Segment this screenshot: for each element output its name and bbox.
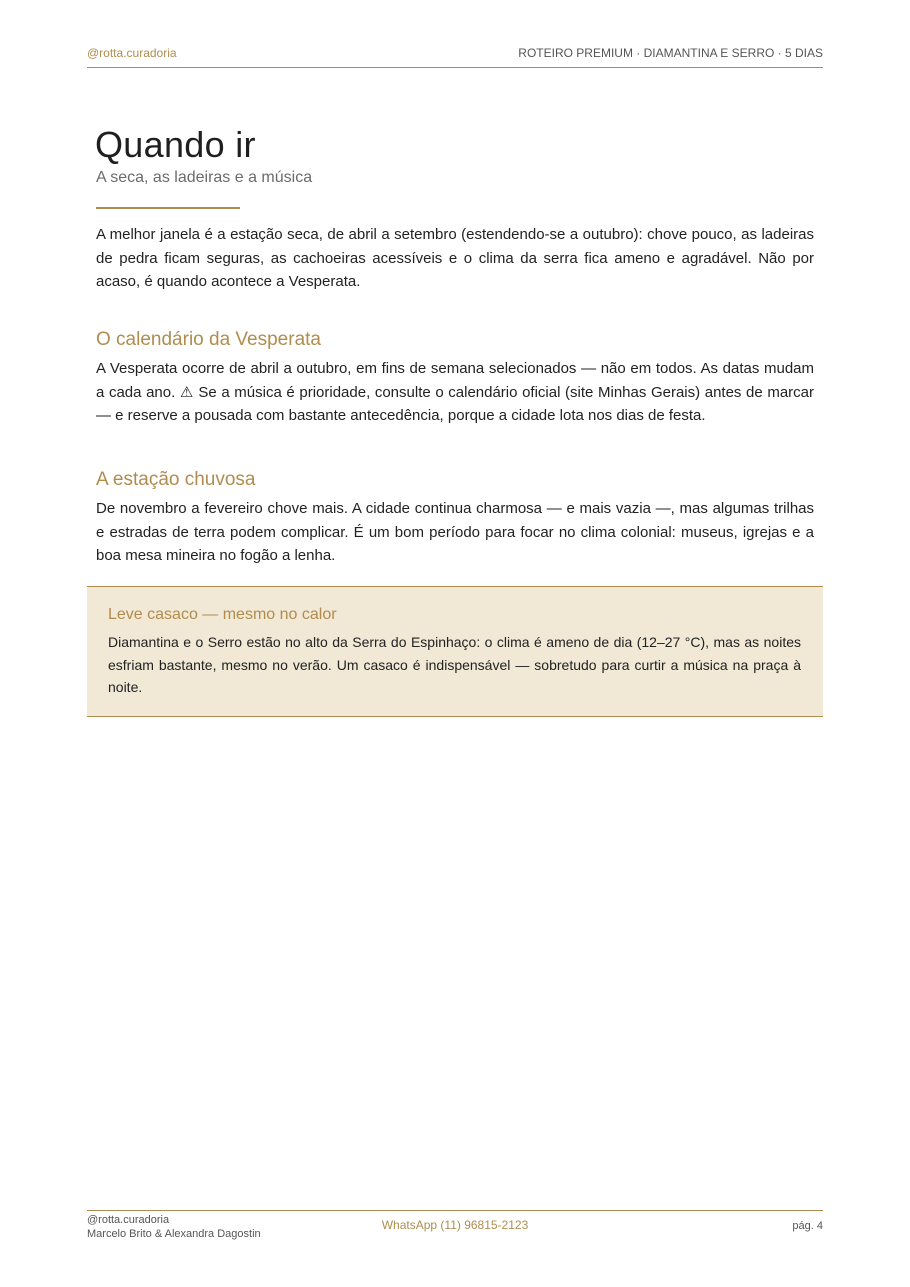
page-number: pág. 4 bbox=[792, 1220, 823, 1232]
footer-whatsapp-link[interactable]: WhatsApp (11) 96815-2123 bbox=[381, 1218, 529, 1232]
header-brand: @rotta.curadoria bbox=[87, 46, 177, 60]
callout-title: Leve casaco — mesmo no calor bbox=[108, 606, 337, 623]
section-heading-rainy-season: A estação chuvosa bbox=[96, 469, 256, 490]
section-text-rainy-season: De novembro a fevereiro chove mais. A cidade continua charmosa — e mais vazia —, mas algumas trilhas e estradas de terra podem complicar. É um bom período para focar no clima colonial: museus, igrejas e a boa mesa mineira no fogão a lenha. bbox=[96, 500, 814, 564]
header-doc-title: ROTEIRO PREMIUM · DIAMANTINA E SERRO · 5 DIAS bbox=[518, 46, 823, 60]
section-heading-vesperata: O calendário da Vesperata bbox=[96, 329, 321, 350]
callout-text: Diamantina e o Serro estão no alto da Serra do Espinhaço: o clima é ameno de dia (12–27 °C), mas as noites esfriam bastante, mesmo no verão. Um casaco é indispensável — sobretudo para curtir a música na praça à noite. bbox=[108, 634, 801, 695]
footer-brand: @rotta.curadoria bbox=[87, 1214, 170, 1226]
page-footer bbox=[87, 1210, 823, 1245]
page-subtitle: A seca, as ladeiras e a música bbox=[96, 169, 313, 186]
footer-authors: Marcelo Brito & Alexandra Dagostin bbox=[87, 1228, 261, 1240]
page-title: Quando ir bbox=[95, 124, 256, 165]
section-text-vesperata: A Vesperata ocorre de abril a outubro, em fins de semana selecionados — não em todos. As datas mudam a cada ano. ⚠ Se a música é prioridade, consulte o calendário oficial (site Minhas Gerais) antes de marcar — e reserve a pousada com bastante antecedência, porque a cidade lota nos dias de festa. bbox=[96, 360, 814, 424]
tip-callout bbox=[87, 586, 823, 717]
page-header bbox=[87, 46, 823, 68]
title-divider bbox=[96, 207, 240, 209]
intro-paragraph: A melhor janela é a estação seca, de abril a setembro (estendendo-se a outubro): chove pouco, as ladeiras de pedra ficam seguras, as cachoeiras acessíveis e o clima da serra fica ameno e agradável. Não por acaso, é quando acontece a Vesperata. bbox=[96, 226, 814, 290]
